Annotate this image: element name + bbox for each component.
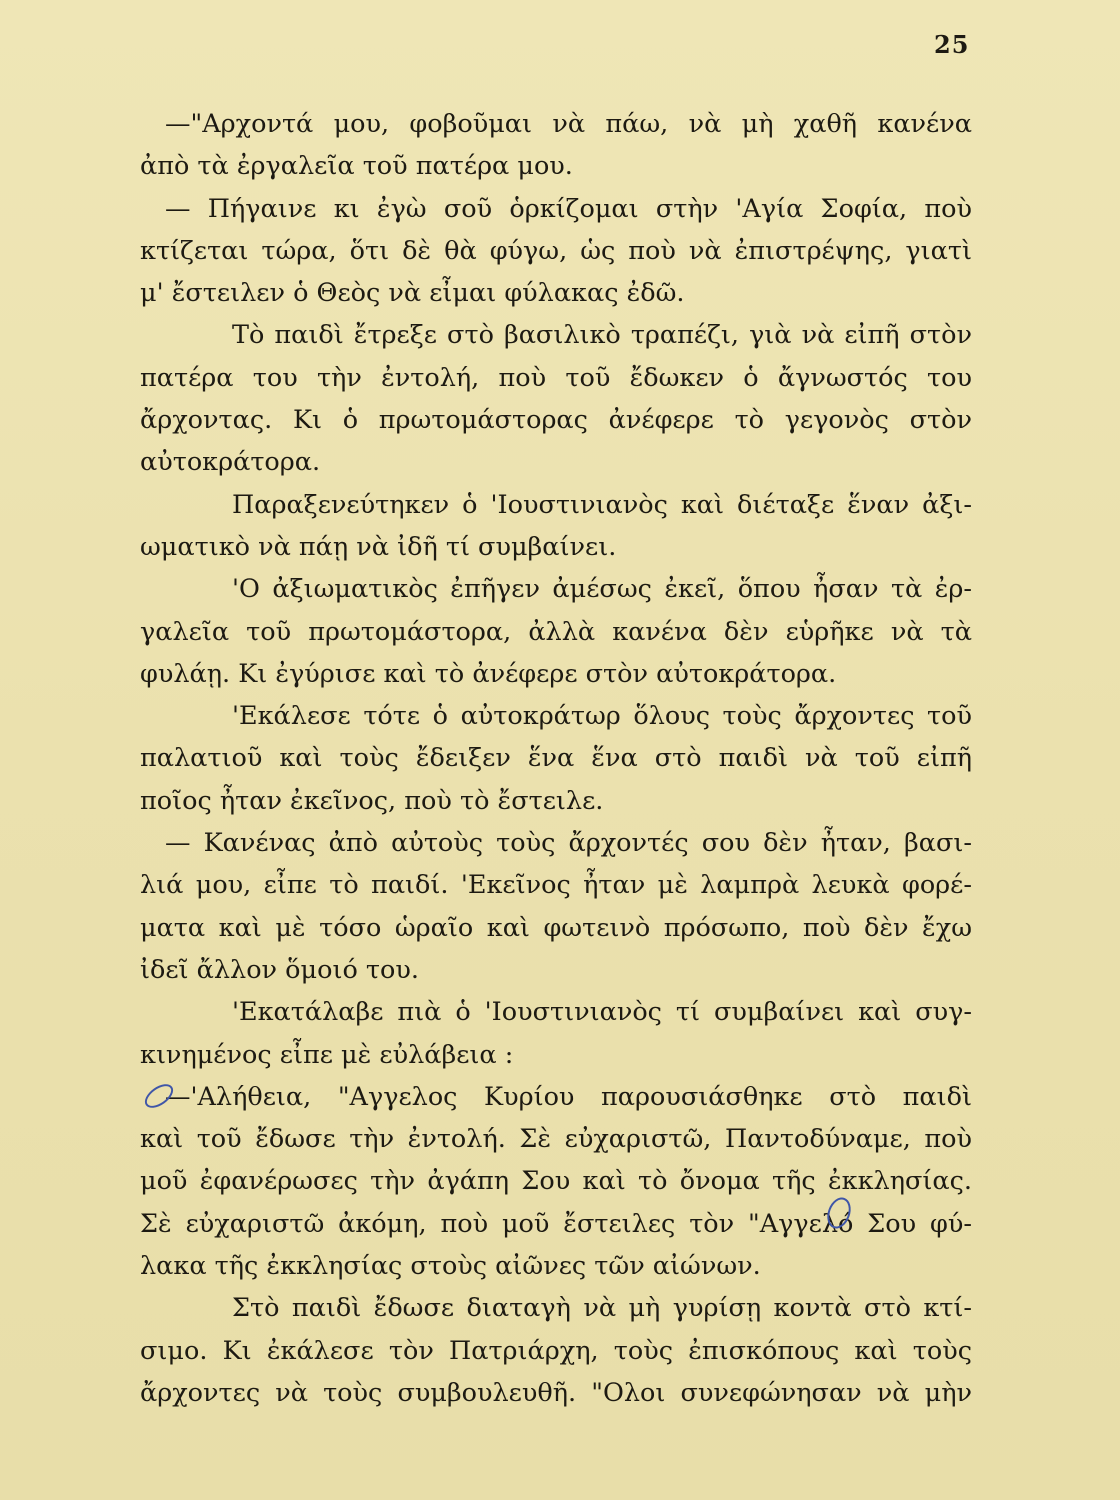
text-line: ἄρχοντες νὰ τοὺς συμβουλευθῆ. "Ολοι συνεφώνησαν νὰ μὴν [140,1377,972,1408]
text-line: ωματικὸ νὰ πάῃ νὰ ἰδῆ τί συμβαίνει. [140,531,617,562]
text-line: μοῦ ἐφανέρωσες τὴν ἀγάπη Σου καὶ τὸ ὄνομα τῆς ἐκκλησίας. [140,1166,972,1197]
text-line: καὶ τοῦ ἔδωσε τὴν ἐντολή. Σὲ εὐχαριστῶ, Παντοδύναμε, ποὺ [140,1124,972,1155]
text-line: 'Ο ἀξιωματικὸς ἐπῆγεν ἀμέσως ἐκεῖ, ὅπου ἦσαν τὰ ἐρ- [232,574,972,605]
text-line: σιμο. Κι ἐκάλεσε τὸν Πατριάρχη, τοὺς ἐπισκόπους καὶ τοὺς [140,1335,972,1366]
text-line: ματα καὶ μὲ τόσο ὡραῖο καὶ φωτεινὸ πρόσωπο, ποὺ δὲν ἔχω [140,912,972,943]
text-line: ἀπὸ τὰ ἐργαλεῖα τοῦ πατέρα μου. [140,151,573,182]
text-line: φυλάῃ. Κι ἐγύρισε καὶ τὸ ἀνέφερε στὸν αὐτοκράτορα. [140,658,837,689]
text-line: —"Αρχοντά μου, φοβοῦμαι νὰ πάω, νὰ μὴ χαθῆ κανένα [165,109,972,139]
text-line: 'Εκάλεσε τότε ὁ αὐτοκράτωρ ὅλους τοὺς ἄρχοντες τοῦ [232,701,972,732]
text-line: Στὸ παιδὶ ἔδωσε διαταγὴ νὰ μὴ γυρίσῃ κοντὰ στὸ κτί- [232,1293,972,1324]
text-line: — Πήγαινε κι ἐγὼ σοῦ ὁρκίζομαι στὴν 'Αγία Σοφία, ποὺ [165,193,972,224]
text-line: —'Αλήθεια, "Αγγελος Κυρίου παρουσιάσθηκε στὸ παιδὶ [165,1081,972,1112]
text-line: λακα τῆς ἐκκλησίας στοὺς αἰῶνες τῶν αἰώνων. [140,1251,761,1282]
text-line: Παραξενεύτηκεν ὁ 'Ιουστινιανὸς καὶ διέταξε ἕναν ἀξι- [232,489,972,520]
text-line: πατέρα του τὴν ἐντολή, ποὺ τοῦ ἔδωκεν ὁ ἄγνωστός του [140,362,972,393]
text-line: ἄρχοντας. Κι ὁ πρωτομάστορας ἀνέφερε τὸ γεγονὸς στὸν [140,405,972,436]
text-line: Τὸ παιδὶ ἔτρεξε στὸ βασιλικὸ τραπέζι, γιὰ νὰ εἰπῆ στὸν [232,320,972,351]
text-line: ἰδεῖ ἄλλον ὅμοιό του. [140,954,419,985]
text-line: κτίζεται τώρα, ὅτι δὲ θὰ φύγω, ὡς ποὺ νὰ ἐπιστρέψης, γιατὶ [140,235,972,266]
text-line: κινημένος εἶπε μὲ εὐλάβεια : [140,1039,514,1070]
text-line: 'Εκατάλαβε πιὰ ὁ 'Ιουστινιανὸς τί συμβαίνει καὶ συγ- [232,997,972,1028]
text-line: αὐτοκράτορα. [140,447,321,478]
text-line: μ' ἔστειλεν ὁ Θεὸς νὰ εἶμαι φύλακας ἐδῶ. [140,278,685,309]
text-line: Σὲ εὐχαριστῶ ἀκόμη, ποὺ μοῦ ἔστειλες τὸν "Αγγελό Σου φύ- [140,1208,972,1239]
text-line: γαλεῖα τοῦ πρωτομάστορα, ἀλλὰ κανένα δὲν εὑρῆκε νὰ τὰ [140,616,972,647]
text-line: λιά μου, εἶπε τὸ παιδί. 'Εκεῖνος ἦταν μὲ λαμπρὰ λευκὰ φορέ- [140,870,972,901]
text-line: παλατιοῦ καὶ τοὺς ἔδειξεν ἕνα ἕνα στὸ παιδὶ νὰ τοῦ εἰπῆ [140,743,972,774]
page-number: 25 [934,30,970,59]
text-line: — Κανένας ἀπὸ αὐτοὺς τοὺς ἄρχοντές σου δὲν ἦταν, βασι- [165,828,972,859]
text-line: ποῖος ἦταν ἐκεῖνος, ποὺ τὸ ἔστειλε. [140,785,604,816]
